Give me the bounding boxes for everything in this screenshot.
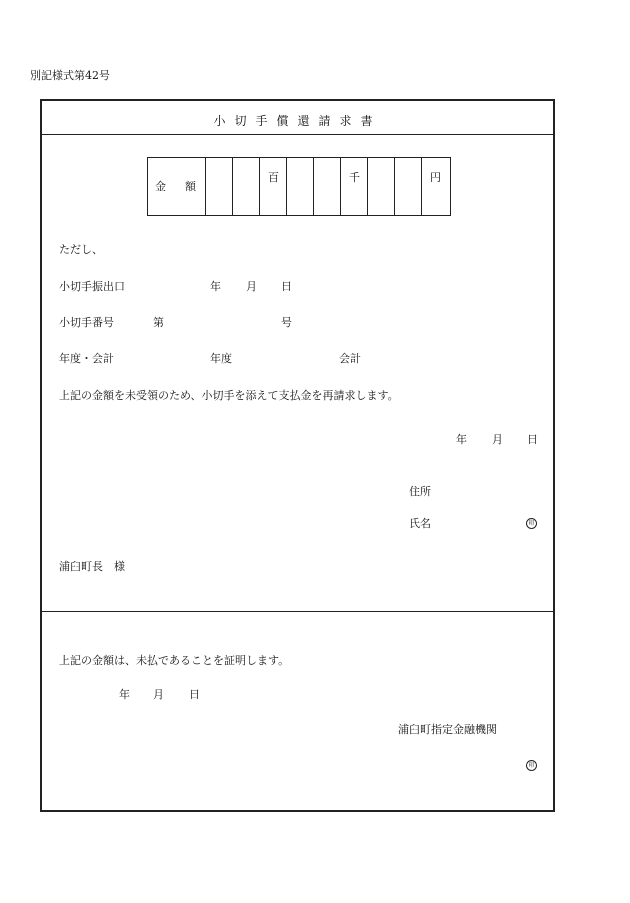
- title-row: [42, 101, 553, 135]
- section-divider: [42, 611, 553, 612]
- form-number-label: 別記様式第42号: [30, 69, 110, 82]
- unit-sen: 千: [349, 171, 360, 184]
- request-date-day: 日: [527, 433, 538, 446]
- amount-label: 金 額: [155, 180, 200, 193]
- check-number-prefix: 第: [153, 316, 164, 329]
- name-label: 氏名: [409, 517, 431, 530]
- check-date-label: 小切手振出口: [59, 280, 125, 293]
- fiscal-label: 年度・会計: [59, 352, 114, 365]
- seal-mark: 印: [526, 760, 537, 771]
- check-date-day: 日: [281, 280, 292, 293]
- check-number-label: 小切手番号: [59, 316, 114, 329]
- certify-statement: 上記の金額は、未払であることを証明します。: [59, 654, 290, 667]
- seal-mark: 印: [526, 518, 537, 529]
- certify-date-month: 月: [153, 688, 164, 701]
- form-title: 小切手償還請求書: [213, 114, 382, 128]
- amount-digit-cell: [232, 158, 260, 215]
- unit-en: 円: [430, 171, 441, 184]
- request-date-year: 年: [456, 433, 467, 446]
- fiscal-account: 会計: [339, 352, 361, 365]
- tadashi-text: ただし、: [59, 243, 103, 256]
- fiscal-year: 年度: [210, 352, 232, 365]
- amount-digit-cell: [340, 158, 368, 215]
- financial-institution: 浦臼町指定金融機関: [398, 723, 497, 736]
- amount-digit-cell: [286, 158, 314, 215]
- address-label: 住所: [409, 485, 431, 498]
- addressee: 浦臼町長 様: [59, 560, 125, 573]
- amount-digit-cell: [259, 158, 287, 215]
- check-number-suffix: 号: [281, 316, 292, 329]
- unit-hyaku: 百: [268, 171, 279, 184]
- amount-digit-cell: [421, 158, 449, 215]
- amount-digit-cell: [205, 158, 233, 215]
- request-statement: 上記の金額を未受領のため、小切手を添えて支払金を再請求します。: [59, 389, 399, 402]
- amount-digit-cell: [313, 158, 341, 215]
- certify-date-year: 年: [119, 688, 130, 701]
- check-date-year: 年: [210, 280, 221, 293]
- amount-digit-cell: [394, 158, 422, 215]
- amount-digit-cell: [367, 158, 395, 215]
- amount-table: [147, 157, 451, 216]
- request-form: [40, 99, 555, 812]
- certify-date-day: 日: [189, 688, 200, 701]
- request-date-month: 月: [492, 433, 503, 446]
- check-date-month: 月: [246, 280, 257, 293]
